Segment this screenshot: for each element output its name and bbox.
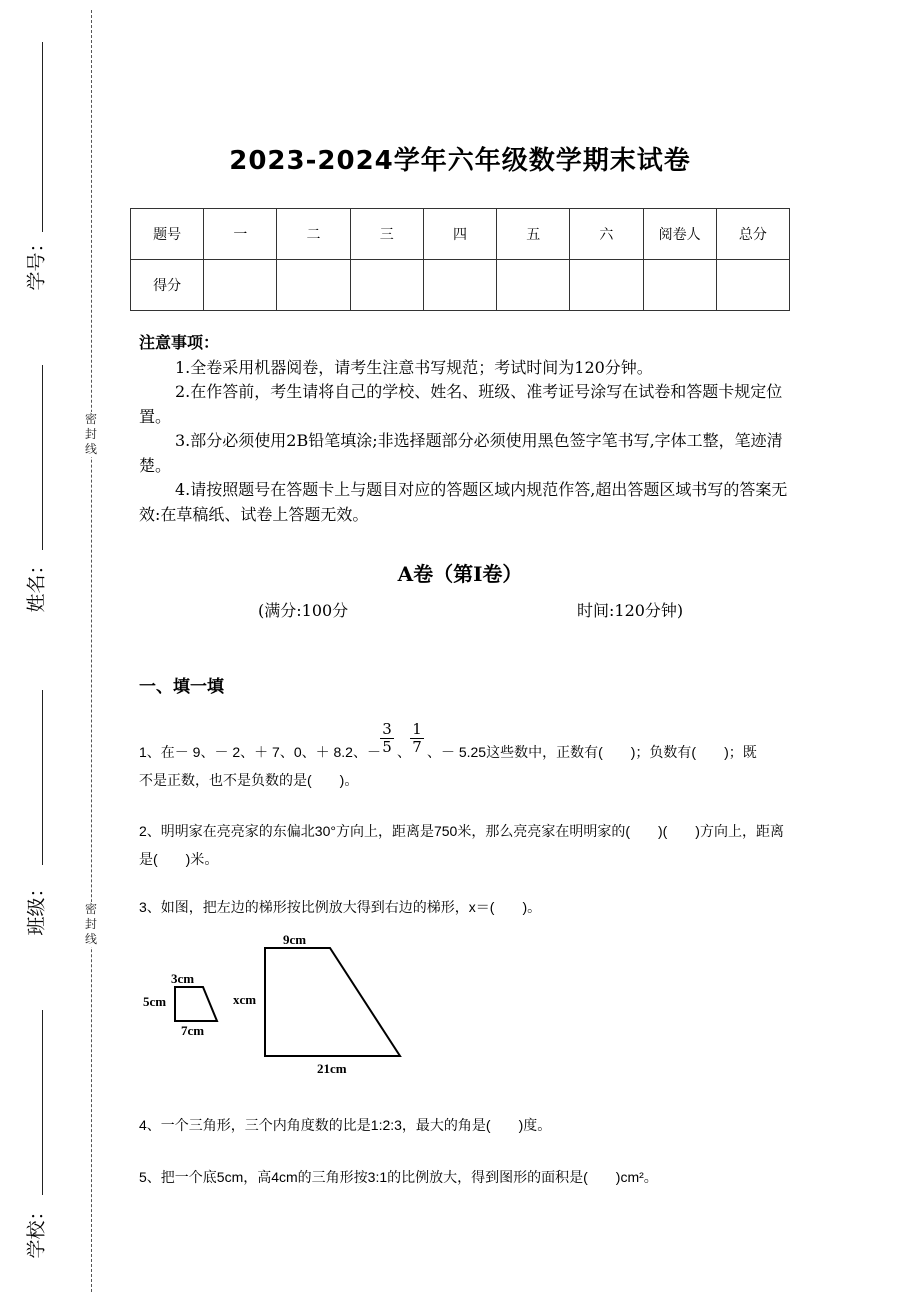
- question-1: [139, 738, 784, 794]
- score-input-cell[interactable]: [643, 260, 716, 311]
- score-input-cell[interactable]: [350, 260, 423, 311]
- note-item: 1.全卷采用机器阅卷，请考生注意书写规范；考试时间为120分钟。: [175, 357, 653, 377]
- table-cell: 六: [570, 209, 643, 260]
- class-label: 班级：: [25, 878, 48, 936]
- table-cell: 一: [204, 209, 277, 260]
- binding-dashed-line: [91, 10, 92, 1292]
- note-item: 4.请按照题号在答题卡上与题目对应的答题区域内规范作答,超出答题区域书写的答案无效:在草稿纸、试卷上答题无效。: [139, 480, 788, 524]
- score-input-cell[interactable]: [204, 260, 277, 311]
- question-4: 4、一个三角形，三个内角度数的比是1:2:3，最大的角是( )度。: [139, 1117, 552, 1133]
- question-2: 2、明明家在亮亮家的东偏北30°方向上，距离是750米，那么亮亮家在明明家的( )( )方向上，距离是( )米。: [139, 823, 784, 867]
- small-trapezoid: [175, 987, 217, 1021]
- question-5: 5、把一个底5cm，高4cm的三角形按3:1的比例放大，得到图形的面积是( )cm²。: [139, 1169, 658, 1185]
- score-table: [130, 208, 790, 311]
- section-title: A卷（第I卷）: [397, 562, 523, 586]
- notes-title: 注意事项：: [139, 333, 220, 352]
- score-input-cell[interactable]: [497, 260, 570, 311]
- name-blank: [42, 365, 43, 550]
- score-input-cell[interactable]: [716, 260, 789, 311]
- note-item: 3.部分必须使用2B铅笔填涂;非选择题部分必须使用黑色签字笔书写,字体工整，笔迹清楚。: [139, 431, 783, 475]
- score-input-cell[interactable]: [277, 260, 350, 311]
- table-cell: 五: [497, 209, 570, 260]
- question-3: 3、如图，把左边的梯形按比例放大得到右边的梯形，x＝( )。: [139, 899, 542, 915]
- note-item: 2.在作答前，考生请将自己的学校、姓名、班级、准考证号涂写在试卷和答题卡规定位置。: [139, 382, 783, 426]
- table-cell: 总分: [716, 209, 789, 260]
- fraction-1-7: 1 7: [410, 721, 424, 756]
- notes-block: [139, 331, 789, 527]
- student-id-label: 学号：: [25, 233, 48, 291]
- table-cell: 题号: [131, 209, 204, 260]
- q1-part-d: 不是正数，也不是负数的是( )。: [139, 772, 359, 788]
- seal-line-mark: 密 封 线: [82, 412, 100, 457]
- seal-line-mark: 密 封 线: [82, 902, 100, 947]
- name-label: 姓名：: [25, 555, 48, 613]
- exam-time: 时间:120分钟): [577, 601, 684, 620]
- table-cell: 二: [277, 209, 350, 260]
- table-row: [131, 209, 790, 260]
- q1-part-b: 、: [396, 744, 411, 760]
- class-blank: [42, 690, 43, 865]
- fraction-3-5: 3 5: [380, 721, 394, 756]
- big-bottom-label: 21cm: [317, 1061, 347, 1076]
- q1-part-c: 、－ 5.25这些数中，正数有( )；负数有( )；既: [426, 744, 757, 760]
- part-title: 一、填一填: [139, 677, 224, 697]
- trapezoid-figure: [137, 928, 417, 1080]
- q1-part-a: 1、在－ 9、－ 2、＋ 7、0、＋ 8.2、－: [139, 744, 381, 760]
- score-input-cell[interactable]: [423, 260, 496, 311]
- table-cell: 阅卷人: [643, 209, 716, 260]
- table-cell: 得分: [131, 260, 204, 311]
- big-left-label: xcm: [233, 992, 257, 1007]
- student-id-blank: [42, 42, 43, 232]
- big-top-label: 9cm: [283, 932, 307, 947]
- school-label: 学校：: [25, 1201, 48, 1259]
- big-trapezoid: [265, 948, 400, 1056]
- small-top-label: 3cm: [171, 971, 195, 986]
- table-cell: 三: [350, 209, 423, 260]
- small-bottom-label: 7cm: [181, 1023, 205, 1038]
- table-cell: 四: [423, 209, 496, 260]
- page-title: 2023-2024学年六年级数学期末试卷: [229, 146, 691, 176]
- full-score: (满分:100分: [258, 601, 349, 620]
- small-left-label: 5cm: [143, 994, 167, 1009]
- score-input-cell[interactable]: [570, 260, 643, 311]
- table-row: [131, 260, 790, 311]
- school-blank: [42, 1010, 43, 1195]
